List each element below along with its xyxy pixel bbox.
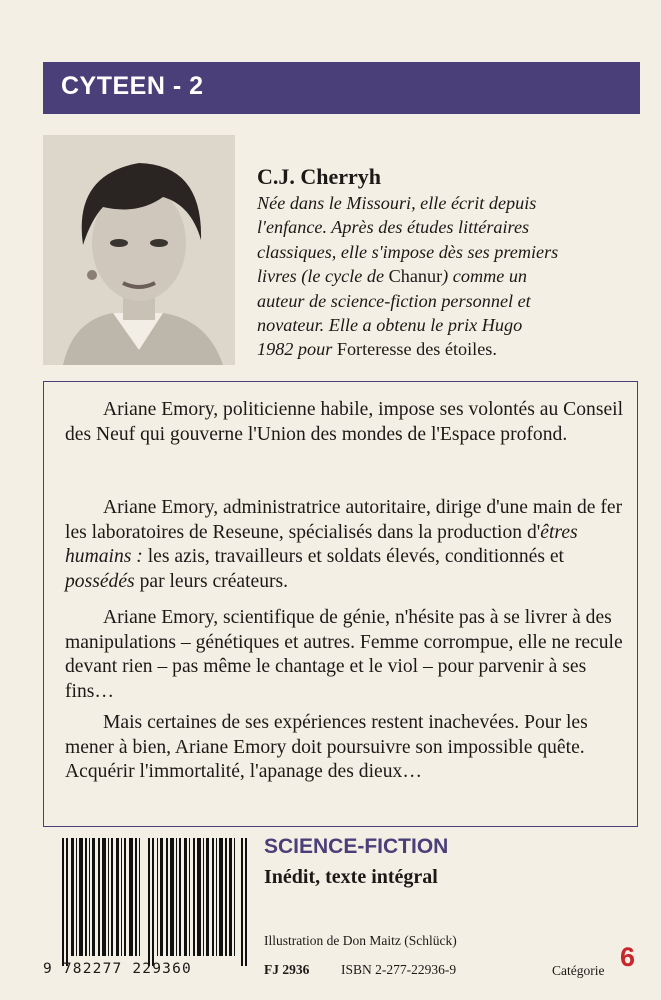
blurb-paragraph: Ariane Emory, scientifique de génie, n'hésite pas à se livrer à des manipulations – génétiques et autres. Femme corrompue, elle ne recule devant rien – pas même le chantage et le viol – pour parvenir à ses fins… [65, 607, 623, 702]
catalog-code: FJ 2936 [264, 962, 310, 977]
genre-label: SCIENCE-FICTION [264, 835, 449, 858]
bio-line: l'enfance. Après des études littéraires [257, 217, 530, 238]
title-banner [43, 62, 640, 114]
blurb-paragraph: Ariane Emory, administratrice autoritaire, dirige d'une main de fer les laboratoires de Reseune, spécialisés dans la production d'êtres humains : les azis, travailleurs et soldats élevés, conditionnés et possédés par leurs créateurs. [65, 497, 623, 592]
author-photo [43, 135, 235, 365]
isbn-number: ISBN 2-277-22936-9 [341, 962, 457, 977]
barcode-image [62, 838, 247, 966]
bio-line: Née dans le Missouri, elle écrit depuis [257, 193, 537, 213]
bio-line: classiques, elle s'impose dès ses premiers [257, 241, 559, 262]
edition-label: Inédit, texte intégral [264, 866, 438, 888]
bio-line: auteur de science-fiction personnel et [257, 290, 531, 311]
bio-line: 1982 pour Forteresse des étoiles. [257, 339, 497, 360]
author-name: C.J. Cherryh [257, 164, 382, 189]
bio-line: livres (le cycle de Chanur) comme un [257, 266, 528, 287]
bio-line: novateur. Elle a obtenu le prix Hugo [257, 315, 523, 336]
category-number: 6 [620, 942, 636, 972]
blurb-paragraph: Mais certaines de ses expériences restent inachevées. Pour les mener à bien, Ariane Emory doit poursuivre son impossible quête. Acquérir l'immortalité, l'apanage des dieux… [65, 712, 588, 783]
book-reference: Chanur [388, 266, 443, 287]
blurb-paragraph: Ariane Emory, politicienne habile, impose ses volontés au Conseil des Neuf qui gouverne l'Union des mondes de l'Espace profond. [65, 399, 624, 445]
book-reference: Forteresse des étoiles. [336, 339, 497, 360]
illustration-credit: Illustration de Don Maitz (Schlück) [264, 933, 457, 948]
author-bio [257, 191, 652, 362]
book-title: CYTEEN - 2 [61, 72, 204, 100]
category-label: Catégorie [552, 963, 605, 978]
barcode-digits: 9 782277 229360 [43, 961, 192, 977]
